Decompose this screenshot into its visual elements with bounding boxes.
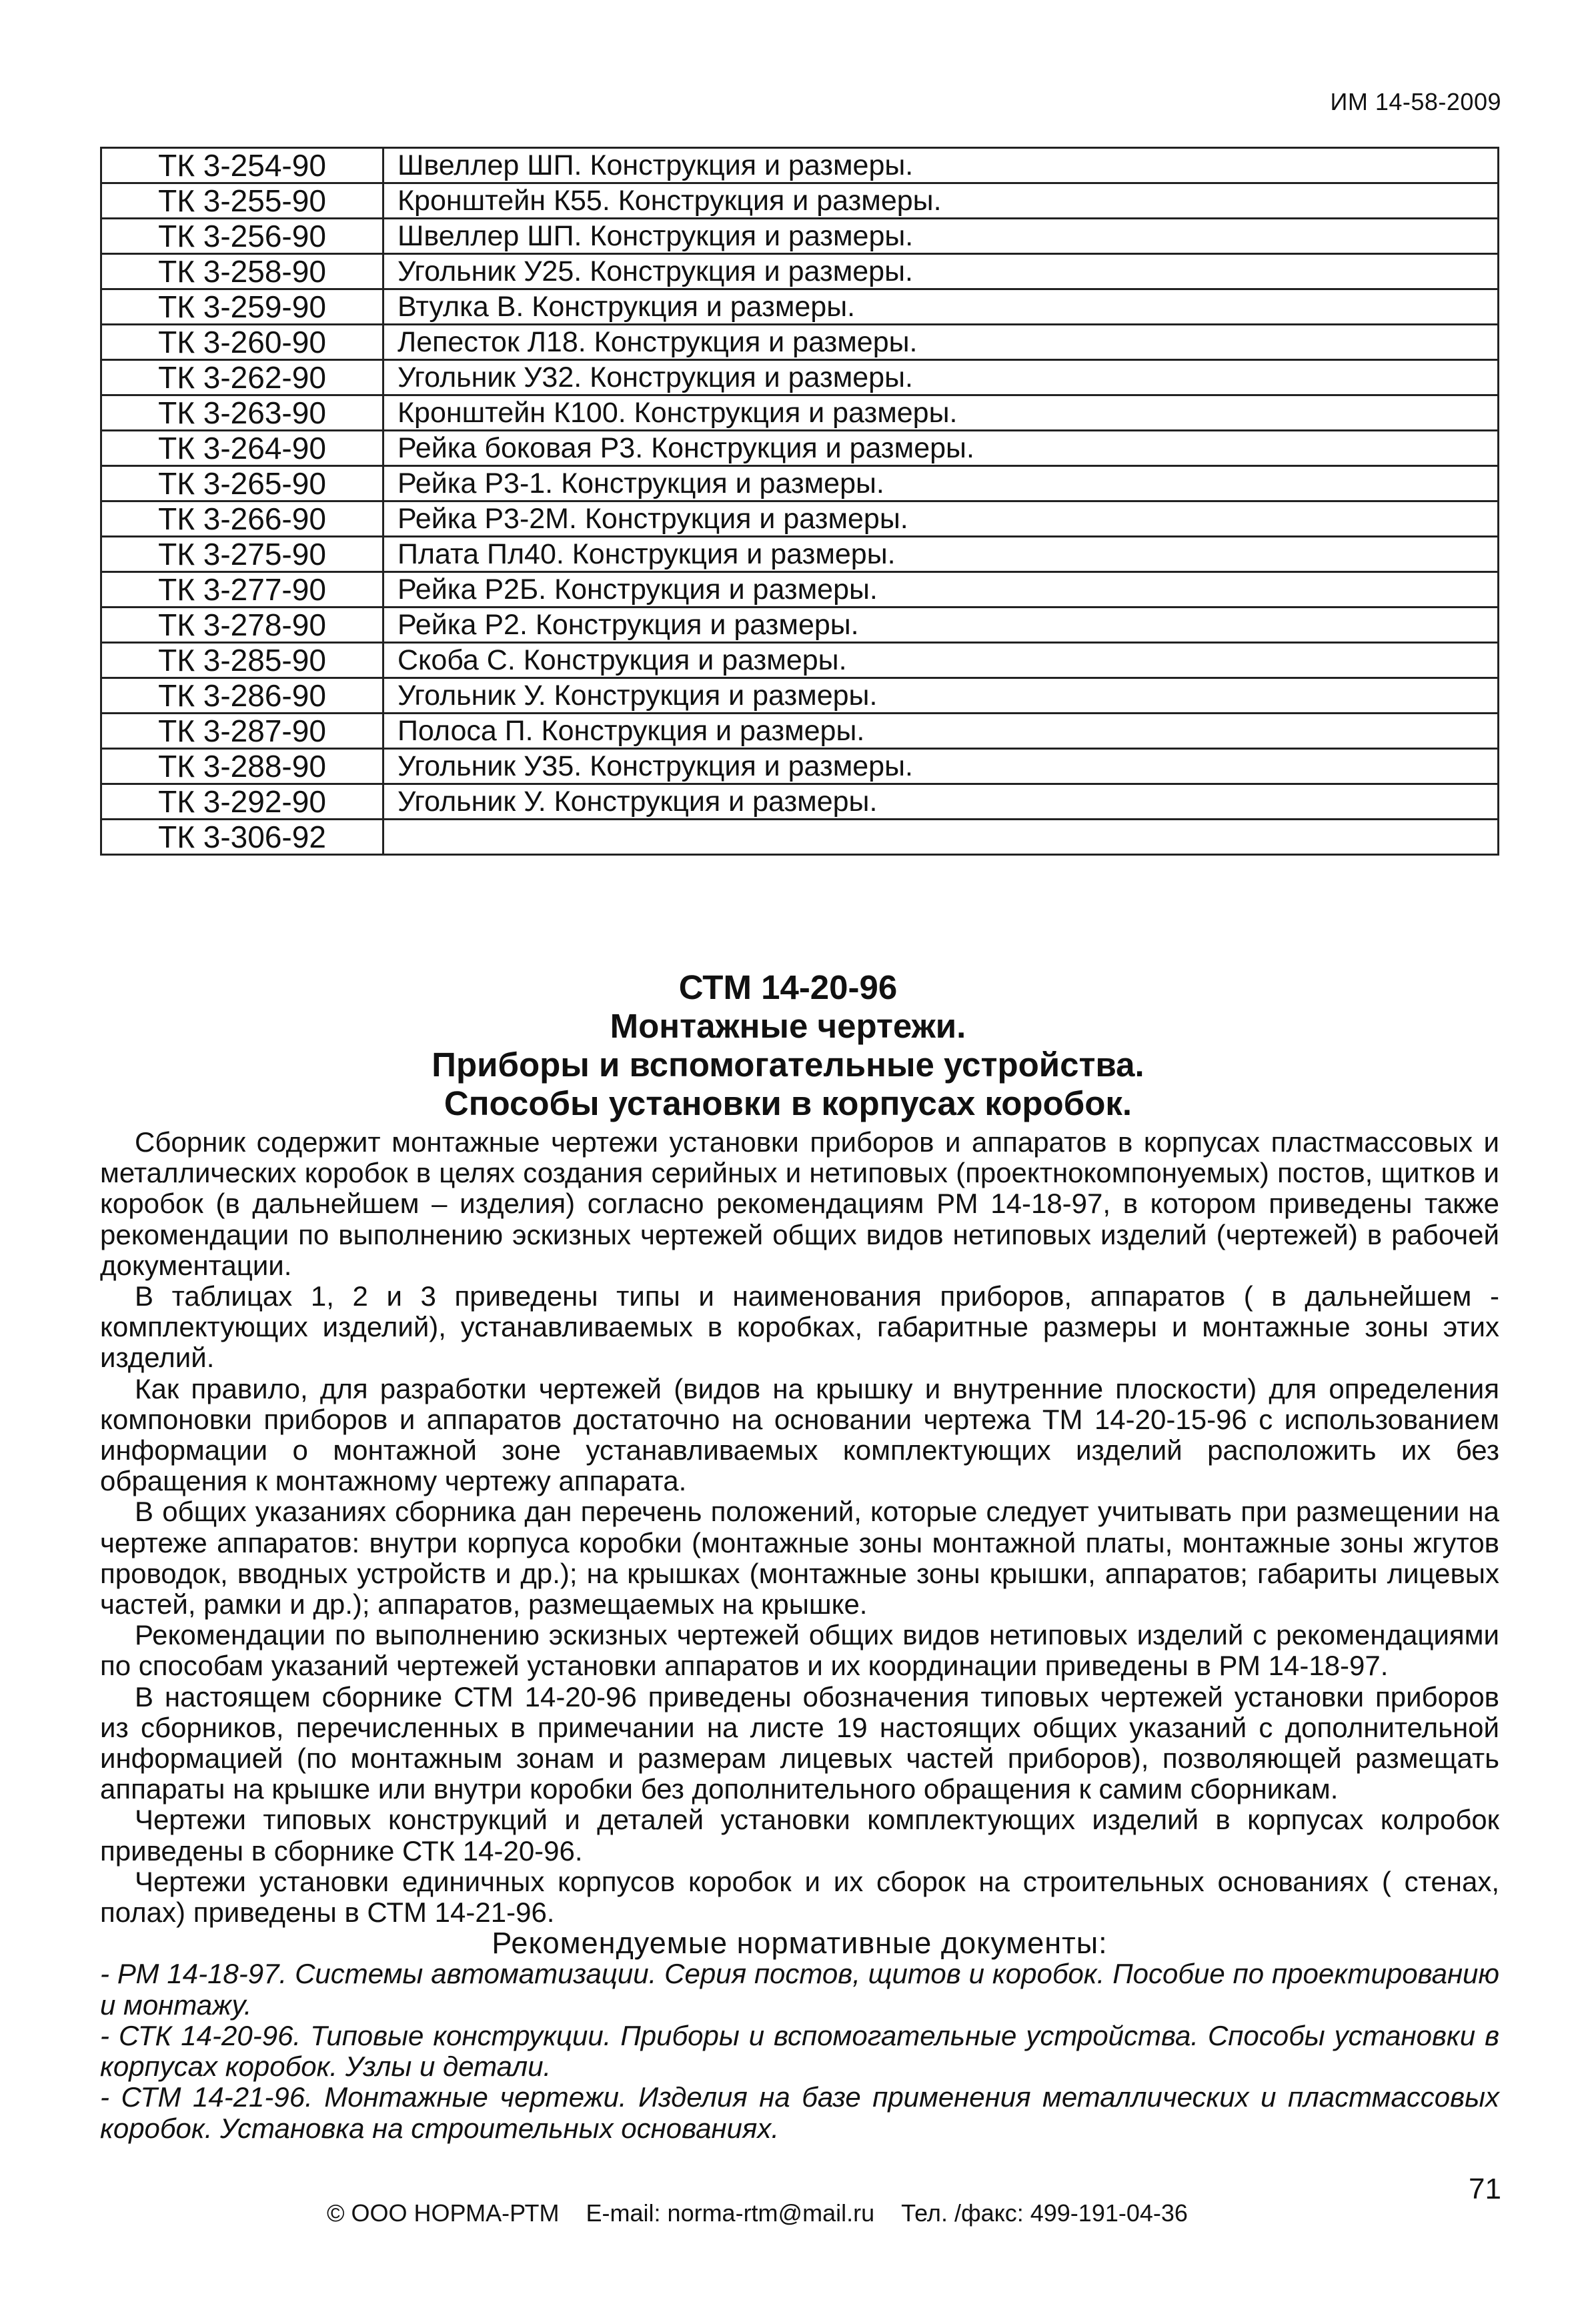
recommended-doc-item: - РМ 14-18-97. Системы автоматизации. Серия постов, щитов и коробок. Пособие по проектированию и монтажу. (100, 1958, 1499, 2021)
doc-code-cell: ТК 3-256-90 (101, 219, 383, 254)
description-cell: Рейка Р2. Конструкция и размеры. (383, 608, 1499, 643)
recommended-doc-item: - СТМ 14-21-96. Монтажные чертежи. Изделия на базе применения металлических и пластмассовых коробок. Установка на строительных основаниях. (100, 2081, 1499, 2144)
doc-code-cell: ТК 3-258-90 (101, 254, 383, 289)
doc-code-cell: ТК 3-306-92 (101, 820, 383, 855)
table-row (101, 466, 1499, 501)
heading-line: СТМ 14-20-96 (678, 968, 898, 1006)
table-row (101, 749, 1499, 784)
table-row (101, 714, 1499, 749)
doc-code-cell: ТК 3-265-90 (101, 466, 383, 501)
heading-line: Приборы и вспомогательные устройства. (432, 1046, 1144, 1084)
table-row (101, 395, 1499, 431)
doc-code-cell: ТК 3-278-90 (101, 608, 383, 643)
body-text (100, 1127, 1499, 2144)
table-row (101, 501, 1499, 537)
section-heading (0, 968, 1576, 1123)
footer-email: E-mail: norma-rtm@mail.ru (586, 2199, 875, 2227)
table-row (101, 254, 1499, 289)
footer (327, 2199, 1208, 2227)
doc-code-cell: ТК 3-266-90 (101, 501, 383, 537)
paragraph: Чертежи установки единичных корпусов коробок и их сборок на строительных основаниях ( стенах, полах) приведены в СТМ 14-21-96. (100, 1865, 1499, 1929)
table-row (101, 572, 1499, 608)
page-number: 71 (1469, 2173, 1501, 2205)
doc-code-cell: ТК 3-286-90 (101, 678, 383, 714)
description-cell: Рейка Р3-2М. Конструкция и размеры. (383, 501, 1499, 537)
recommended-docs-title: Рекомендуемые нормативные документы: (492, 1926, 1108, 1961)
doc-code: ИМ 14-58-2009 (1330, 88, 1501, 115)
doc-code-cell: ТК 3-264-90 (101, 431, 383, 466)
table-row (101, 148, 1499, 183)
description-cell: Угольник У32. Конструкция и размеры. (383, 360, 1499, 395)
description-cell (383, 820, 1499, 855)
description-cell: Угольник У. Конструкция и размеры. (383, 678, 1499, 714)
table-row (101, 183, 1499, 219)
table-row (101, 360, 1499, 395)
description-cell: Кронштейн К55. Конструкция и размеры. (383, 183, 1499, 219)
paragraph: Рекомендации по выполнению эскизных чертежей общих видов нетиповых изделий с рекомендациями по способам указаний чертежей установки аппаратов и их координации приведены в РМ 14-18-97. (100, 1619, 1499, 1682)
description-cell: Втулка В. Конструкция и размеры. (383, 289, 1499, 325)
doc-code-cell: ТК 3-260-90 (101, 325, 383, 360)
doc-code-cell: ТК 3-285-90 (101, 643, 383, 678)
table-row (101, 678, 1499, 714)
description-cell: Полоса П. Конструкция и размеры. (383, 714, 1499, 749)
paragraph: Сборник содержит монтажные чертежи установки приборов и аппаратов в корпусах пластмассовых и металлических коробок в целях создания серийных и нетиповых (проектнокомпонуемых) постов, щитков и коробок (в дальнейшем – изделия) согласно рекомендациям РМ 14-18-97, в котором приведены также рекомендации по выполнению эскизных чертежей общих видов нетиповых изделий (чертежей) в рабочей документации. (100, 1126, 1499, 1281)
description-cell: Угольник У35. Конструкция и размеры. (383, 749, 1499, 784)
paragraph: В общих указаниях сборника дан перечень положений, которые следует учитывать при размещении на чертеже аппаратов: внутри корпуса коробки (монтажные зоны монтажной платы, монтажные зоны жгутов проводок, вводных устройств и др.); на крышках (монтажные зоны крышки, аппаратов; габариты лицевых частей, рамки и др.); аппаратов, размещаемых на крышке. (100, 1496, 1499, 1620)
doc-code-cell: ТК 3-288-90 (101, 749, 383, 784)
description-cell: Швеллер ШП. Конструкция и размеры. (383, 219, 1499, 254)
description-cell: Угольник У25. Конструкция и размеры. (383, 254, 1499, 289)
table-row (101, 325, 1499, 360)
paragraph: Чертежи типовых конструкций и деталей установки комплектующих изделий в корпусах колробок приведены в сборнике СТК 14-20-96. (100, 1804, 1499, 1867)
paragraph: Как правило, для разработки чертежей (видов на крышку и внутренние плоскости) для определения компоновки приборов и аппаратов достаточно на основании чертежа ТМ 14-20-15-96 с использованием информации о монтажной зоне устанавливаемых комплектующих изделий расположить их без обращения к монтажному чертежу аппарата. (100, 1372, 1499, 1497)
table-row (101, 608, 1499, 643)
table-row (101, 537, 1499, 572)
reference-table (100, 147, 1499, 856)
doc-code-cell: ТК 3-255-90 (101, 183, 383, 219)
paragraph: В таблицах 1, 2 и 3 приведены типы и наименования приборов, аппаратов ( в дальнейшем - комплектующих изделий), устанавливаемых в коробках, габаритные размеры и монтажные зоны этих изделий. (100, 1280, 1499, 1374)
table-row (101, 784, 1499, 820)
description-cell: Скоба С. Конструкция и размеры. (383, 643, 1499, 678)
description-cell: Рейка боковая Р3. Конструкция и размеры. (383, 431, 1499, 466)
description-cell: Лепесток Л18. Конструкция и размеры. (383, 325, 1499, 360)
doc-code-cell: ТК 3-259-90 (101, 289, 383, 325)
table-row (101, 431, 1499, 466)
doc-code-cell: ТК 3-277-90 (101, 572, 383, 608)
doc-code-cell: ТК 3-254-90 (101, 148, 383, 183)
table-row (101, 219, 1499, 254)
doc-code-cell: ТК 3-275-90 (101, 537, 383, 572)
recommended-doc-item: - СТК 14-20-96. Типовые конструкции. Приборы и вспомогательные устройства. Способы установки в корпусах коробок. Узлы и детали. (100, 2019, 1499, 2083)
description-cell: Рейка Р3-1. Конструкция и размеры. (383, 466, 1499, 501)
table-row (101, 289, 1499, 325)
doc-code-cell: ТК 3-263-90 (101, 395, 383, 431)
doc-code-cell: ТК 3-262-90 (101, 360, 383, 395)
heading-line: Способы установки в корпусах коробок. (444, 1084, 1132, 1122)
table-row (101, 643, 1499, 678)
description-cell: Угольник У. Конструкция и размеры. (383, 784, 1499, 820)
heading-line: Монтажные чертежи. (610, 1007, 966, 1045)
description-cell: Рейка Р2Б. Конструкция и размеры. (383, 572, 1499, 608)
doc-code-cell: ТК 3-287-90 (101, 714, 383, 749)
description-cell: Швеллер ШП. Конструкция и размеры. (383, 148, 1499, 183)
doc-code-cell: ТК 3-292-90 (101, 784, 383, 820)
description-cell: Плата Пл40. Конструкция и размеры. (383, 537, 1499, 572)
description-cell: Кронштейн К100. Конструкция и размеры. (383, 395, 1499, 431)
paragraph: В настоящем сборнике СТМ 14-20-96 приведены обозначения типовых чертежей установки приборов из сборников, перечисленных в примечании на листе 19 настоящих общих указаний с дополнительной информацией (по монтажным зонам и размерам лицевых частей приборов), позволяющей размещать аппараты на крышке или внутри коробки без дополнительного обращения к самим сборникам. (100, 1680, 1499, 1805)
table-row (101, 820, 1499, 855)
copyright: © ООО НОРМА-РТМ (327, 2199, 560, 2227)
footer-phone: Тел. /факс: 499-191-04-36 (901, 2199, 1188, 2227)
